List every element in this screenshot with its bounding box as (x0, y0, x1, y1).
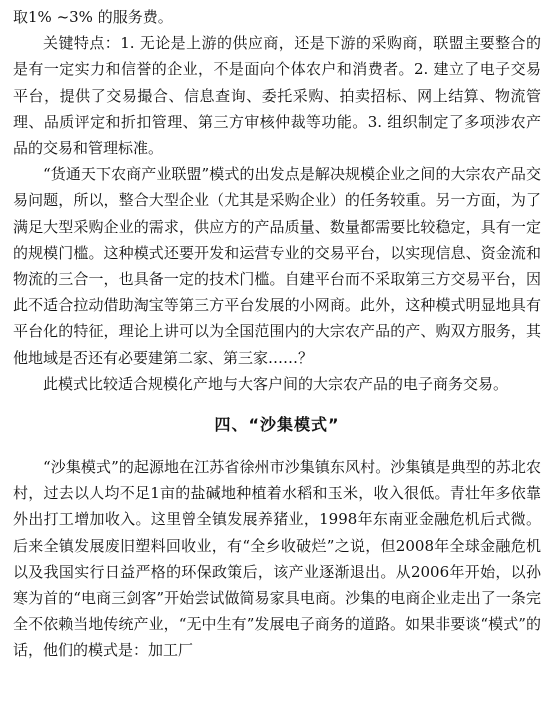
section-heading-container (13, 397, 541, 454)
section-heading: 四、“沙集模式” (214, 415, 340, 435)
paragraph-continuation: 取1% ~3% 的服务费。 (13, 8, 173, 26)
paragraph-key-features: 关键特点：1. 无论是上游的供应商，还是下游的采购商，联盟主要整合的是有一定实力和信誉的企业，不是面向个体农户和消费者。2. 建立了电子交易平台，提供了交易撮合、信息查询、委托采购、拍卖招标、网上结算、物流管理、品质评定和折扣管理、第三方审核仲裁等功能。3. 组织制定了多项涉农产品的交易和管理标准。 (13, 34, 541, 158)
paragraph-model-suitability: 此模式比较适合规模化产地与大客户间的大宗农产品的电子商务交易。 (43, 374, 509, 393)
paragraph-model-analysis: “货通天下农商产业联盟”模式的出发点是解决规模企业之间的大宗农产品交易问题，所以，整合大型企业（尤其是采购企业）的任务较重。另一方面，为了满足大型采购企业的需求，供应方的产品质量、数量都需要比较稳定，具有一定的规模门槛。这种模式还要开发和运营专业的交易平台，以实现信息、资金流和物流的三合一，也具备一定的技术门槛。自建平台而不采取第三方交易平台，因此不适合拉动借助淘宝等第三方平台发展的小网商。此外，这种模式明显地具有平台化的特征，理论上讲可以为全国范围内的大宗农产品的产、购双方服务，其他地域是否还有必要建第二家、第三家……？ (13, 165, 541, 367)
paragraph-shaji-model: “沙集模式”的起源地在江苏省徐州市沙集镇东风村。沙集镇是典型的苏北农村，过去以人均不足1亩的盐碱地种植着水稻和玉米，收入很低。青壮年多依靠外出打工增加收入。这里曾全镇发展养猪业，1998年东南亚金融危机后式微。后来全镇发展废旧塑料回收业，有“全乡收破烂”之说，但2008年全球金融危机以及我国实行日益严格的环保政策后，该产业逐渐退出。从2006年开始，以孙寒为首的“电商三剑客”开始尝试做简易家具电商。沙集的电商企业走出了一条完全不依赖当地传统产业，“无中生有”发展电子商务的道路。如果非要谈“模式”的话，他们的模式是：加工厂 (13, 458, 541, 660)
